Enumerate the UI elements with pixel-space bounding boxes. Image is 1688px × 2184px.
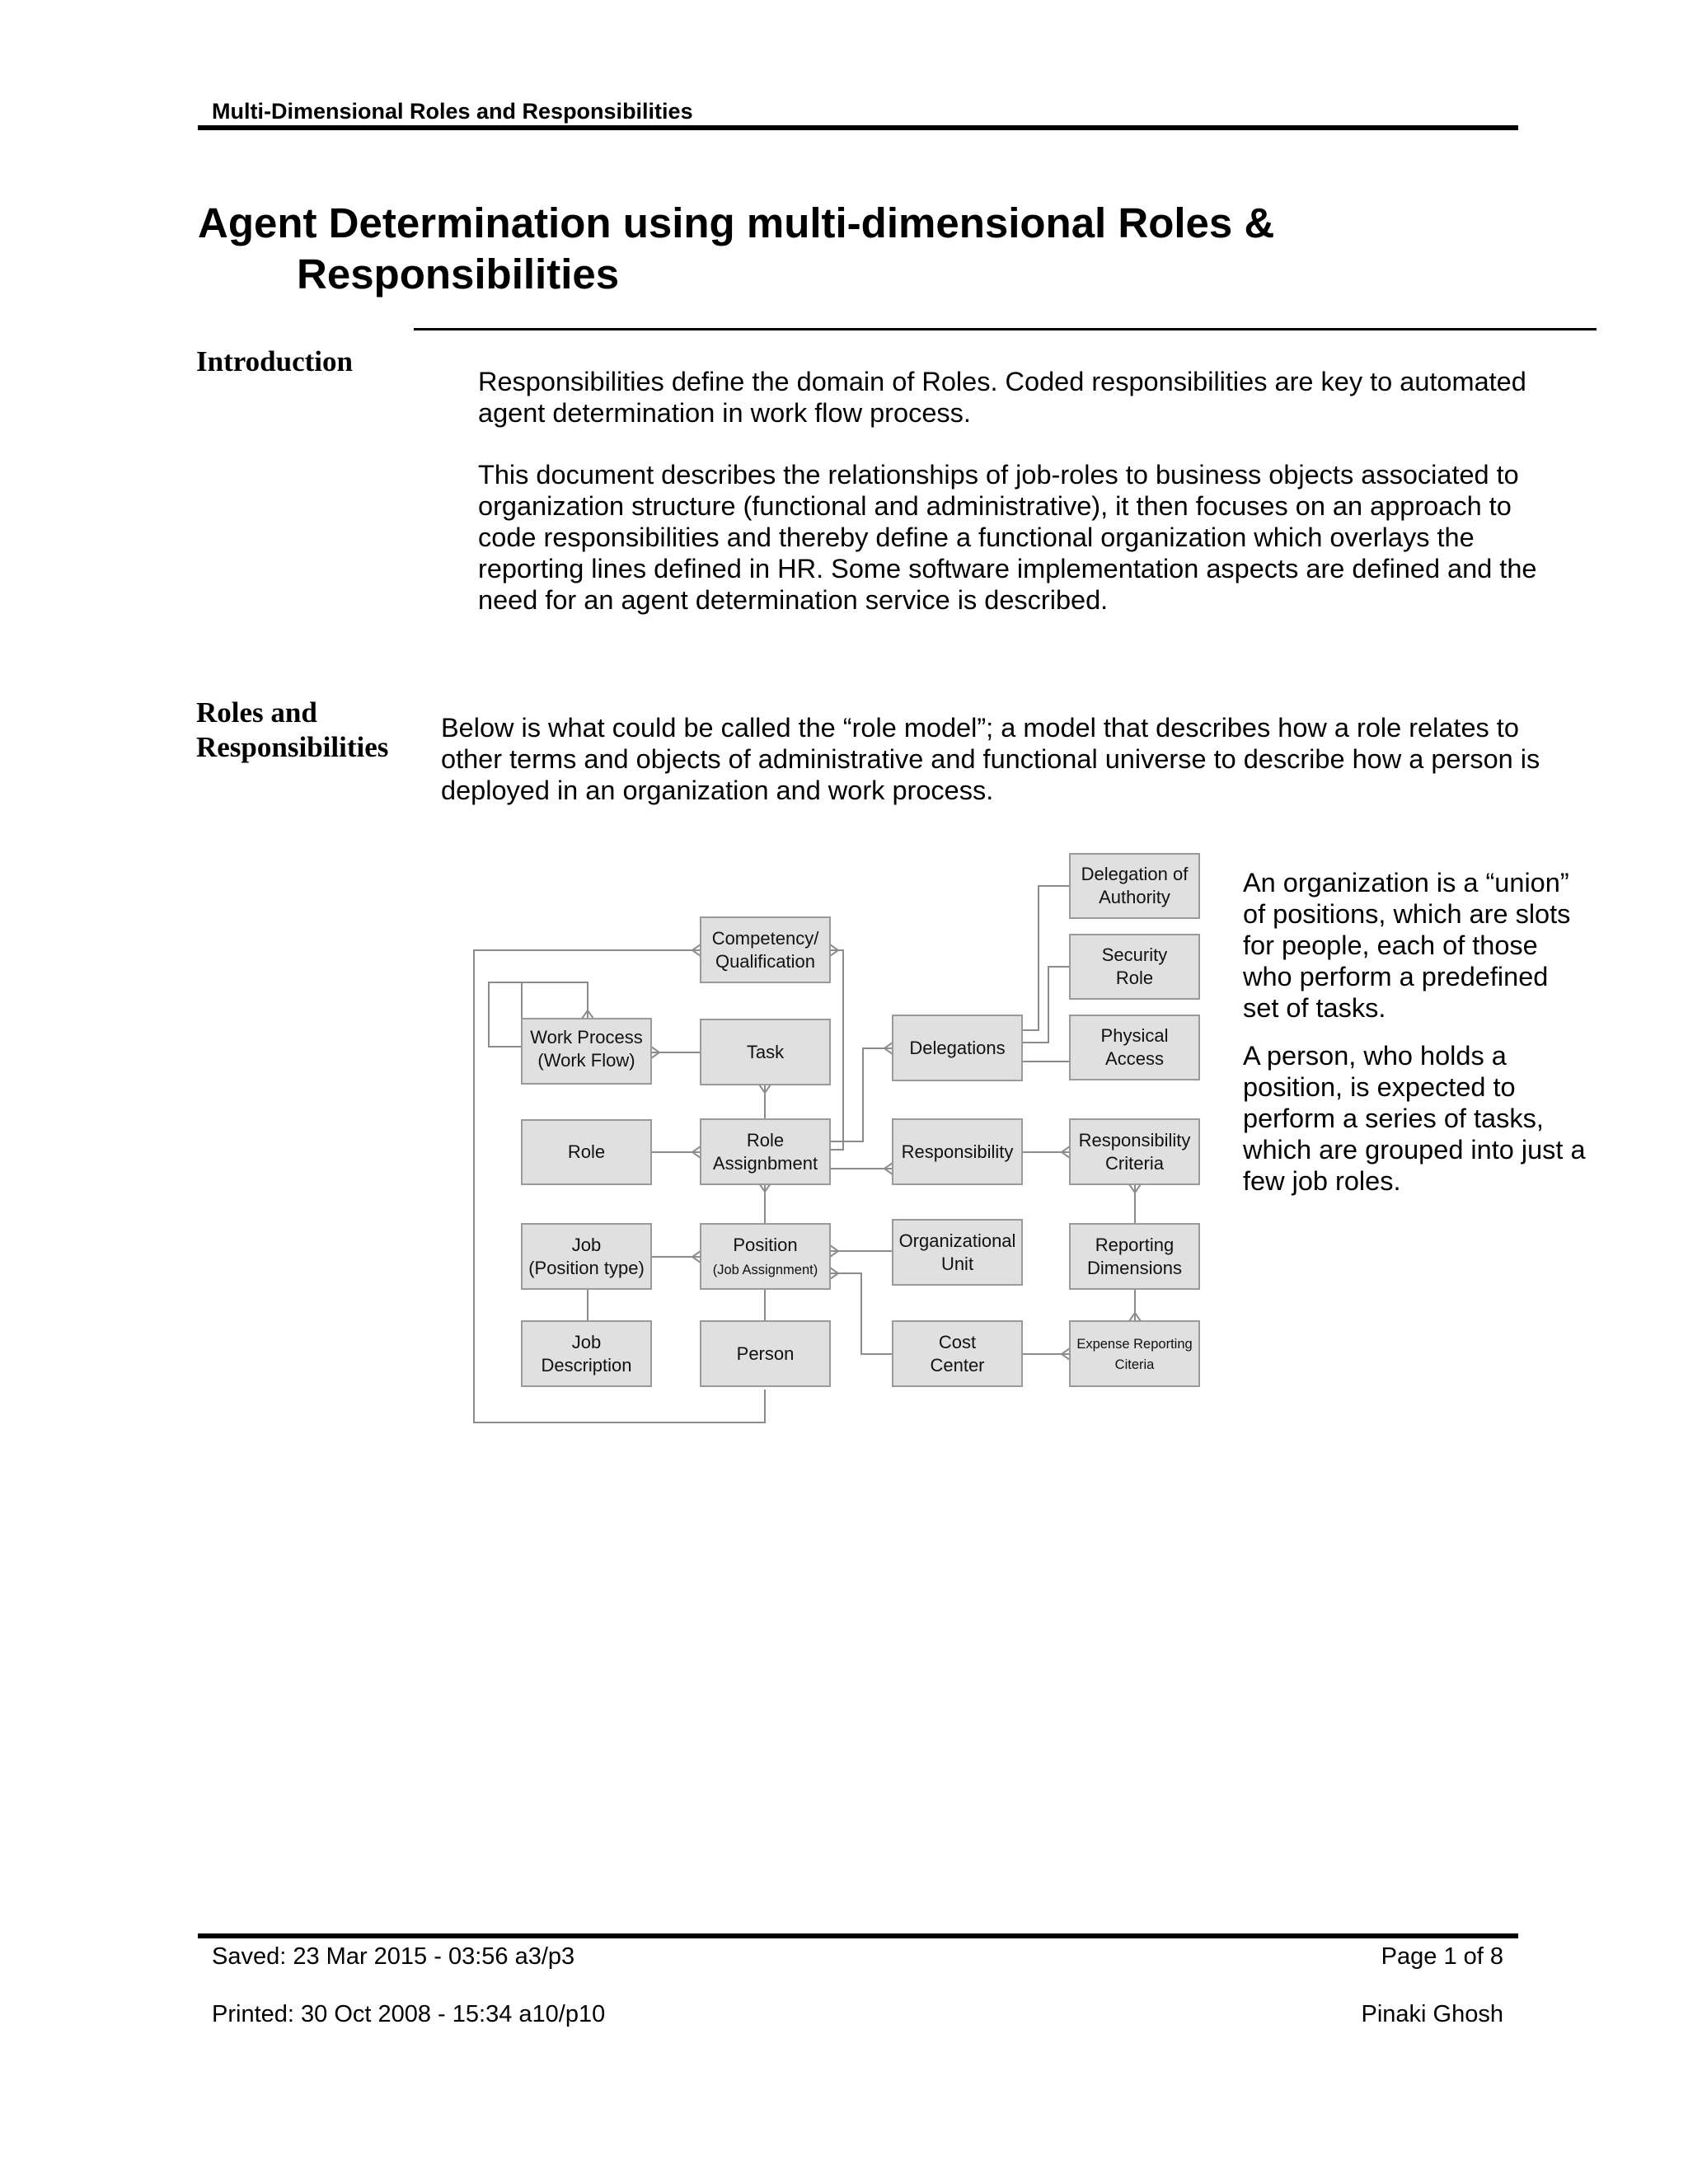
svg-text:Work Process: Work Process	[530, 1027, 643, 1047]
svg-text:Center: Center	[930, 1355, 985, 1376]
box-work-process	[522, 1019, 651, 1084]
footer-saved: Saved: 23 Mar 2015 - 03:56 a3/p3	[212, 1943, 575, 1970]
box-cost-center	[893, 1321, 1022, 1386]
svg-text:Competency/: Competency/	[711, 928, 819, 949]
box-organizational-unit	[893, 1220, 1022, 1285]
box-responsibility	[893, 1119, 1022, 1184]
box-role-assignment	[701, 1119, 830, 1184]
svg-text:Assignbment: Assignbment	[712, 1153, 818, 1174]
svg-text:Position: Position	[733, 1235, 798, 1255]
svg-text:Dimensions: Dimensions	[1087, 1258, 1182, 1278]
connector-position-costcenter	[830, 1273, 893, 1354]
box-responsibility-criteria	[1070, 1119, 1199, 1184]
svg-text:Delegation of: Delegation of	[1081, 864, 1189, 884]
diagram-side-notes	[1243, 867, 1589, 1213]
footer-page-number: Page 1 of 8	[1381, 1943, 1503, 1970]
connector-competency-roleassignment	[830, 950, 843, 1150]
box-task	[701, 1019, 830, 1085]
svg-text:Organizational: Organizational	[898, 1230, 1016, 1251]
svg-text:Role: Role	[746, 1130, 785, 1151]
svg-text:Delegations: Delegations	[909, 1038, 1006, 1058]
footer-rule	[198, 1933, 1518, 1938]
svg-text:Description: Description	[541, 1355, 632, 1376]
svg-text:Security: Security	[1101, 944, 1168, 965]
box-physical-access	[1070, 1015, 1199, 1080]
box-security-role	[1070, 935, 1199, 999]
title-line-1: Agent Determination using multi-dimensional Roles &	[198, 199, 1275, 246]
box-position	[701, 1224, 830, 1289]
box-delegations	[893, 1015, 1022, 1080]
svg-text:Citeria: Citeria	[1114, 1357, 1155, 1372]
box-role	[522, 1120, 651, 1184]
svg-text:Role: Role	[1115, 968, 1154, 988]
introduction-paragraph-1: Responsibilities define the domain of Roles. Coded responsibilities are key to automated agent determination in work flow process.	[478, 367, 1526, 428]
svg-text:Task: Task	[746, 1042, 785, 1062]
running-header: Multi-Dimensional Roles and Responsibilities	[212, 99, 693, 124]
box-competency	[701, 917, 830, 982]
svg-text:Person: Person	[736, 1343, 795, 1364]
introduction-label: Introduction	[196, 345, 353, 377]
footer-author: Pinaki Ghosh	[1361, 2001, 1503, 2027]
svg-text:Job: Job	[571, 1332, 602, 1352]
svg-text:(Work Flow): (Work Flow)	[537, 1050, 635, 1071]
box-expense-reporting-criteria	[1070, 1321, 1199, 1386]
svg-text:Responsibility: Responsibility	[1078, 1130, 1191, 1151]
svg-text:Job: Job	[571, 1235, 602, 1255]
connector-roleassignment-delegations	[830, 1048, 893, 1141]
svg-text:Criteria: Criteria	[1105, 1153, 1164, 1174]
svg-text:Access: Access	[1105, 1048, 1164, 1069]
roles-paragraph: Below is what could be called the “role model”; a model that describes how a role relates to other terms and objects of administrative and functional universe to describe how a person is deployed in an organization and work process.	[441, 713, 1540, 805]
svg-text:(Job Assignment): (Job Assignment)	[712, 1263, 818, 1277]
svg-text:Qualification: Qualification	[715, 951, 816, 972]
svg-text:Role: Role	[567, 1141, 606, 1162]
svg-text:Reporting: Reporting	[1095, 1235, 1175, 1255]
connector-delegations-security	[1022, 967, 1070, 1043]
roles-label-line-1: Roles and	[196, 696, 317, 729]
connector-workprocess-loop	[489, 982, 522, 1047]
roles-label-line-2: Responsibilities	[196, 731, 389, 763]
svg-text:Cost: Cost	[938, 1332, 977, 1352]
svg-text:Authority: Authority	[1099, 887, 1170, 907]
svg-text:Unit: Unit	[940, 1254, 974, 1274]
svg-text:Responsibility: Responsibility	[901, 1141, 1014, 1162]
box-job	[522, 1224, 651, 1289]
box-delegation-of-authority	[1070, 854, 1199, 918]
connector-workprocess-loop-top	[489, 982, 588, 1019]
side-note-2: A person, who holds a position, is expected to perform a series of tasks, which are grouped into just a few job roles.	[1243, 1041, 1586, 1196]
footer-printed: Printed: 30 Oct 2008 - 15:34 a10/p10	[212, 2001, 606, 2027]
box-person	[701, 1321, 830, 1386]
introduction-paragraph-2: This document describes the relationships of job-roles to business objects associated to organization structure (functional and administrative), it then focuses on an approach to code responsibilities and thereby define a functional organization which overlays the reporting lines defined in HR. Some software implementation aspects are defined and the need for an agent determination service is described.	[478, 460, 1537, 615]
box-reporting-dimensions	[1070, 1224, 1199, 1289]
box-job-description	[522, 1321, 651, 1386]
svg-text:(Position type): (Position type)	[528, 1258, 645, 1278]
svg-text:Physical: Physical	[1100, 1025, 1169, 1046]
connector-delegations-authority	[1022, 886, 1070, 1030]
side-note-1: An organization is a “union” of positions, which are slots for people, each of those who perform a predefined set of tasks.	[1243, 868, 1571, 1023]
svg-text:Expense Reporting: Expense Reporting	[1076, 1337, 1193, 1352]
title-line-2: Responsibilities	[297, 251, 620, 298]
